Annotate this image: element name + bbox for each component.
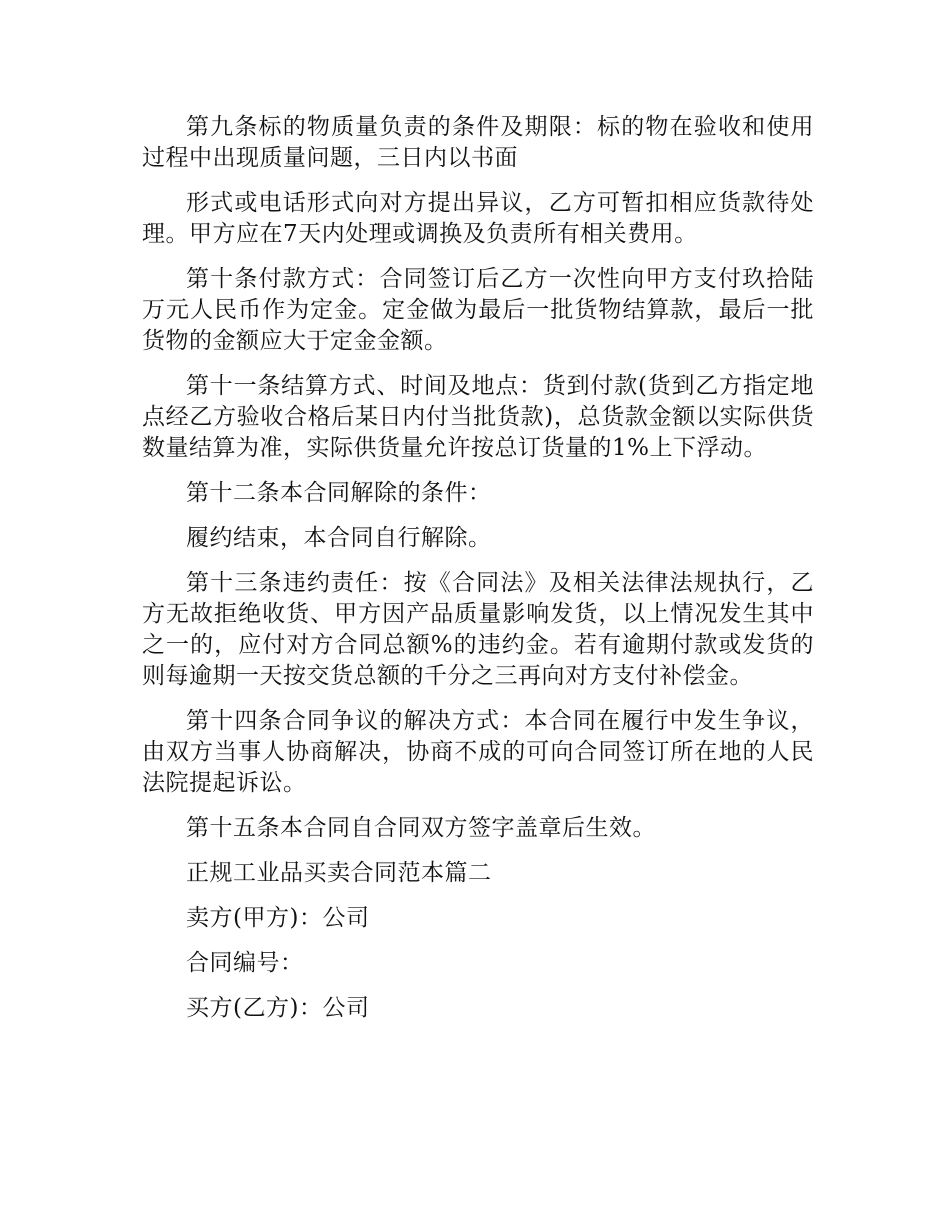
contract-number-line: 合同编号： — [186, 950, 304, 976]
clause-11-paragraph: 第十一条结算方式、时间及地点：货到付款(货到乙方指定地点经乙方验收合格后某日内付当批货款)，总货款金额以实际供货数量结算为准，实际供货量允许按总订货量的1%上下浮动。 — [142, 373, 814, 461]
clause-9-paragraph: 第九条标的物质量负责的条件及期限：标的物在验收和使用过程中出现质量问题，三日内以书面 — [142, 114, 814, 171]
clause-10-paragraph: 第十条付款方式：合同签订后乙方一次性向甲方支付玖拾陆万元人民币作为定金。定金做为最后一批货物结算款，最后一批货物的金额应大于定金金额。 — [142, 266, 814, 354]
clause-13-paragraph: 第十三条违约责任：按《合同法》及相关法律法规执行，乙方无故拒绝收货、甲方因产品质量影响发货，以上情况发生其中之一的，应付对方合同总额%的违约金。若有逾期付款或发货的则每逾期一天按交货总额的千分之三再向对方支付补偿金。 — [142, 570, 814, 689]
buyer-line: 买方(乙方)：公司 — [186, 995, 370, 1021]
document-body — [142, 112, 814, 1038]
clause-12-paragraph: 第十二条本合同解除的条件： — [186, 480, 492, 506]
clause-15-paragraph: 第十五条本合同自合同双方签字盖章后生效。 — [186, 815, 656, 841]
section-title: 正规工业品买卖合同范本篇二 — [186, 860, 492, 886]
seller-line: 卖方(甲方)：公司 — [186, 905, 370, 931]
clause-14-paragraph: 第十四条合同争议的解决方式：本合同在履行中发生争议，由双方当事人协商解决，协商不成的可向合同签订所在地的人民法院提起诉讼。 — [142, 708, 814, 796]
clause-12-detail-paragraph: 履约结束，本合同自行解除。 — [186, 525, 492, 551]
clause-9-continuation-paragraph: 形式或电话形式向对方提出异议，乙方可暂扣相应货款待处理。甲方应在7天内处理或调换及负责所有相关费用。 — [142, 190, 814, 247]
